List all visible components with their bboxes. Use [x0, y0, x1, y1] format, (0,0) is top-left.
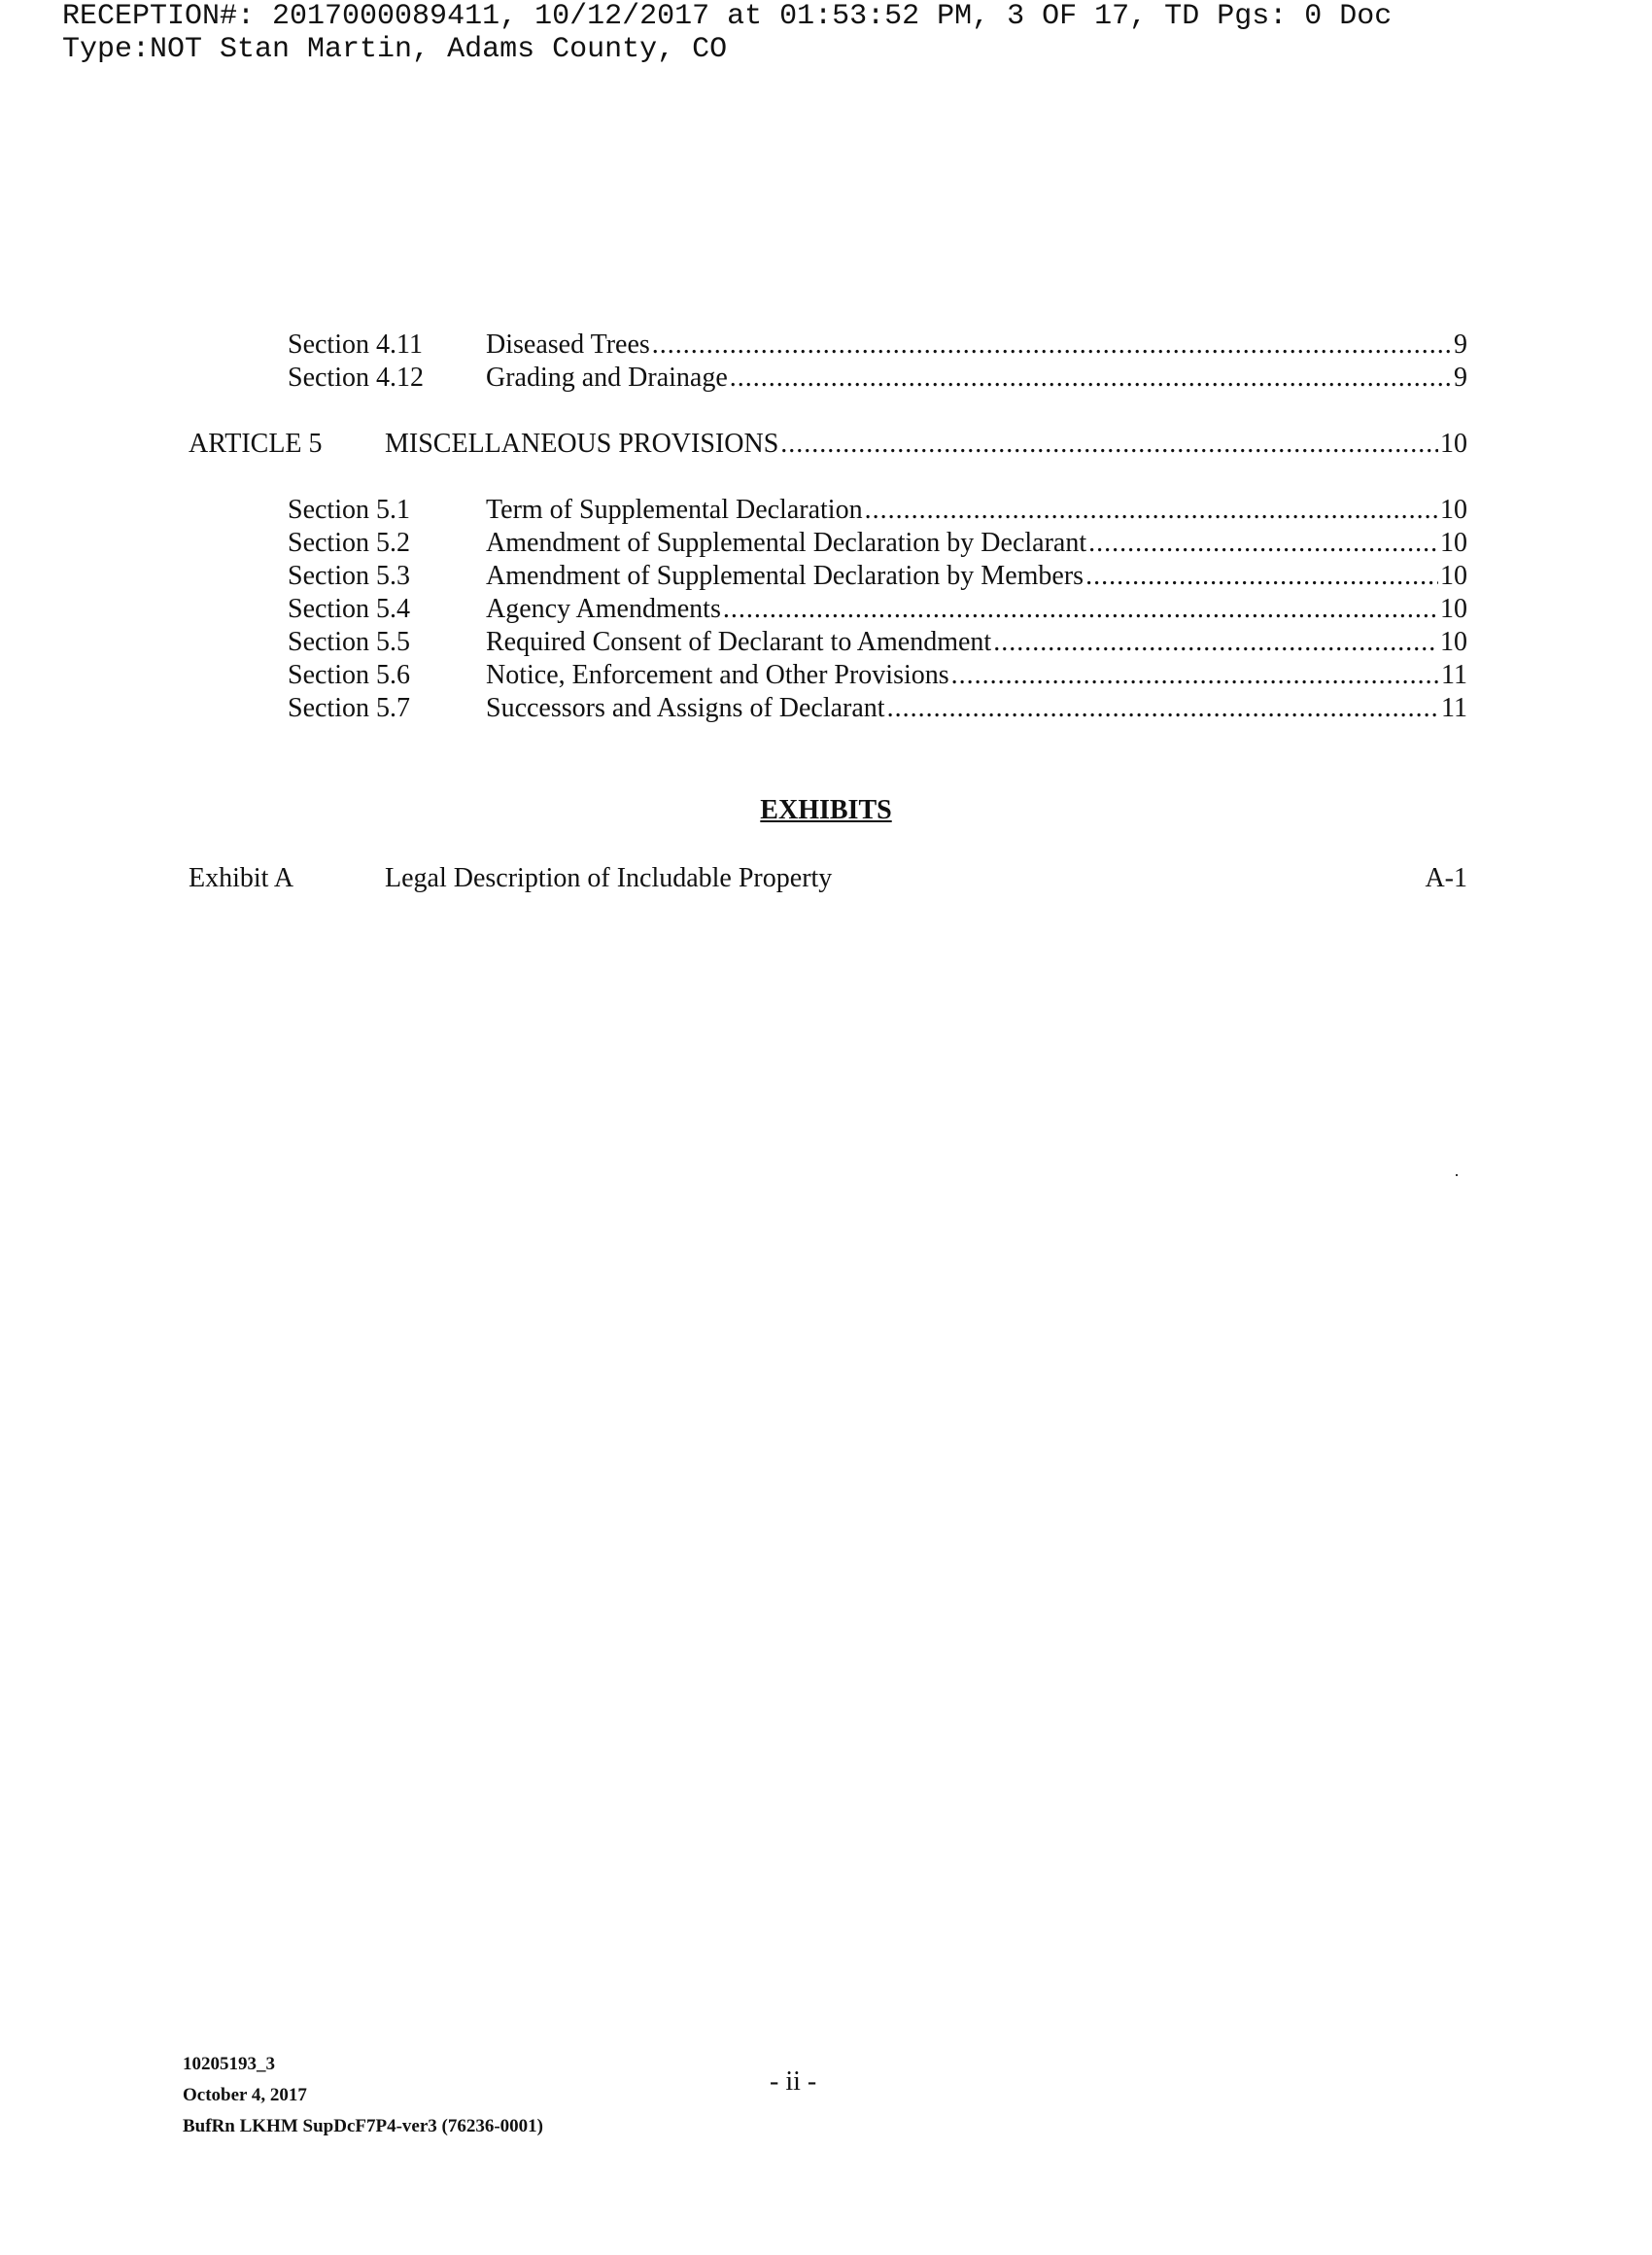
toc-entry-title: Required Consent of Declarant to Amendment	[486, 627, 992, 657]
dot-leader	[723, 593, 1438, 626]
toc-entry-number: Section 5.4	[288, 594, 410, 624]
toc-article-title: MISCELLANEOUS PROVISIONS	[385, 429, 779, 459]
toc-entry-number: Section 5.3	[288, 561, 410, 591]
footer-date: October 4, 2017	[183, 2085, 307, 2105]
recording-stamp-line-1: RECEPTION#: 2017000089411, 10/12/2017 at 01:53:52 PM, 3 OF 17, TD Pgs: 0 Doc	[62, 0, 1393, 33]
toc-entry-number: Section 4.12	[288, 363, 424, 393]
dot-leader	[865, 494, 1438, 527]
toc-entry-title: Diseased Trees	[486, 330, 650, 360]
toc-entry-page: 10	[1440, 594, 1467, 624]
toc-entry-section-5-6[interactable]	[288, 659, 1467, 692]
dot-leader	[993, 626, 1438, 659]
toc-entry-title: Notice, Enforcement and Other Provisions	[486, 660, 949, 690]
dot-leader	[1088, 527, 1438, 560]
recording-stamp-line-2: Type:NOT Stan Martin, Adams County, CO	[62, 33, 728, 66]
toc-entry-page: 10	[1440, 627, 1467, 657]
exhibit-entry-a[interactable]	[189, 863, 1467, 894]
toc-entry-page: 10	[1440, 561, 1467, 591]
toc-entry-title: Amendment of Supplemental Declaration by Declarant	[486, 528, 1087, 558]
toc-entry-page: 9	[1454, 330, 1467, 360]
dot-leader	[887, 692, 1439, 725]
toc-entry-page: 11	[1441, 693, 1467, 723]
toc-entry-section-4-11[interactable]	[288, 329, 1467, 362]
toc-entry-number: Section 5.2	[288, 528, 410, 558]
toc-entry-title: Successors and Assigns of Declarant	[486, 693, 885, 723]
exhibit-label: Exhibit A	[189, 863, 294, 893]
toc-entry-title: Grading and Drainage	[486, 363, 728, 393]
dot-leader	[951, 659, 1439, 692]
toc-entry-section-5-2[interactable]	[288, 527, 1467, 560]
page-number: - ii -	[770, 2066, 817, 2097]
exhibit-title: Legal Description of Includable Property	[385, 863, 833, 893]
dot-leader	[1085, 560, 1438, 593]
toc-entry-section-5-7[interactable]	[288, 692, 1467, 725]
toc-entry-page: 10	[1440, 495, 1467, 525]
footer-document-info	[183, 2049, 543, 2142]
toc-entry-number: Section 5.6	[288, 660, 410, 690]
exhibits-heading: EXHIBITS	[760, 795, 892, 825]
toc-entry-page: 11	[1441, 660, 1467, 690]
toc-article-page: 10	[1440, 429, 1467, 459]
toc-entry-title: Agency Amendments	[486, 594, 721, 624]
toc-entry-number: Section 5.7	[288, 693, 410, 723]
toc-entry-number: Section 5.1	[288, 495, 410, 525]
exhibit-page: A-1	[1425, 863, 1467, 893]
dot-leader	[652, 329, 1452, 362]
toc-entry-section-5-1[interactable]	[288, 494, 1467, 527]
toc-entry-section-5-5[interactable]	[288, 626, 1467, 659]
toc-entry-page: 9	[1454, 363, 1467, 393]
toc-article-number: ARTICLE 5	[189, 429, 323, 459]
dot-leader	[780, 428, 1438, 461]
dot-leader	[730, 362, 1452, 395]
toc-entry-number: Section 4.11	[288, 330, 423, 360]
toc-entry-number: Section 5.5	[288, 627, 410, 657]
footer-doc-id: 10205193_3	[183, 2054, 275, 2074]
toc-entry-section-4-12[interactable]	[288, 362, 1467, 395]
toc-entry-title: Amendment of Supplemental Declaration by Members	[486, 561, 1084, 591]
toc-entry-section-5-4[interactable]	[288, 593, 1467, 626]
toc-entry-section-5-3[interactable]	[288, 560, 1467, 593]
toc-entry-page: 10	[1440, 528, 1467, 558]
footer-file-ref: BufRn LKHM SupDcF7P4-ver3 (76236-0001)	[183, 2116, 544, 2136]
toc-entry-article-5[interactable]	[189, 428, 1467, 461]
toc-entry-title: Term of Supplemental Declaration	[486, 495, 863, 525]
scan-speck	[1456, 1174, 1458, 1176]
